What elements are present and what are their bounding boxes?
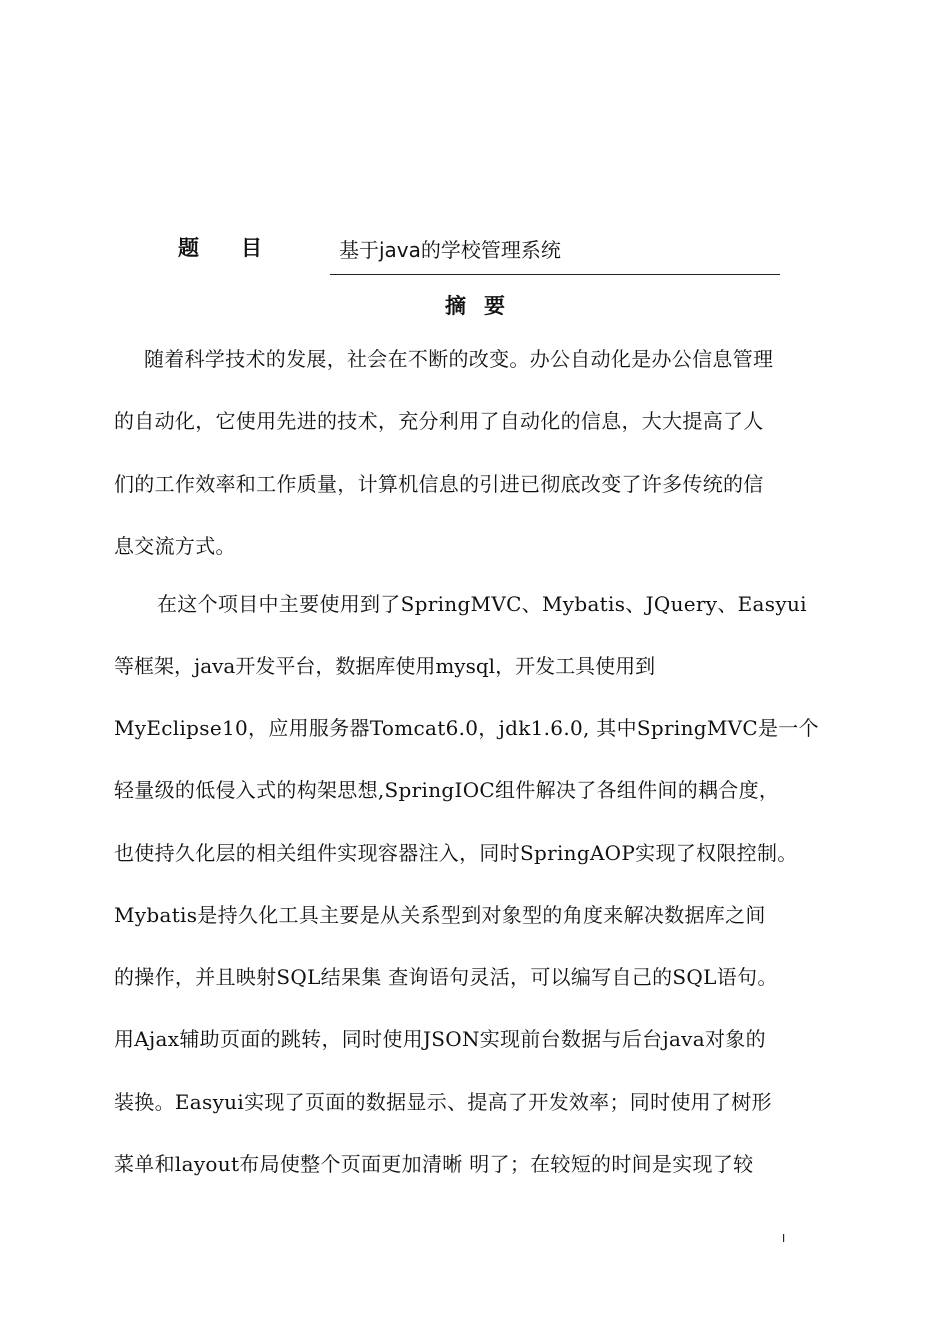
abstract-line: 们的工作效率和工作质量，计算机信息的引进已彻底改变了许多传统的信	[114, 472, 764, 496]
abstract-line: MyEclipse10，应用服务器Tomcat6.0，jdk1.6.0, 其中SpringMVC是一个	[114, 716, 819, 740]
abstract-line: Mybatis是持久化工具主要是从关系型到对象型的角度来解决数据库之间	[114, 903, 766, 927]
abstract-line: 随着科学技术的发展，社会在不断的改变。办公自动化是办公信息管理	[144, 347, 774, 371]
abstract-line: 装换。Easyui实现了页面的数据显示、提高了开发效率；同时使用了树形	[114, 1090, 772, 1114]
abstract-line: 轻量级的低侵入式的构架思想,SpringIOC组件解决了各组件间的耦合度，	[114, 778, 780, 802]
abstract-line: 菜单和layout布局使整个页面更加清晰 明了；在较短的时间是实现了较	[114, 1152, 754, 1176]
title-row	[0, 232, 950, 266]
abstract-line: 的操作，并且映射SQL结果集 查询语句灵活，可以编写自己的SQL语句。	[114, 965, 778, 989]
abstract-line: 用Ajax辅助页面的跳转，同时使用JSON实现前台数据与后台java对象的	[114, 1027, 766, 1051]
abstract-heading: 摘要	[445, 294, 523, 318]
abstract-line: 息交流方式。	[114, 534, 236, 558]
abstract-line: 在这个项目中主要使用到了SpringMVC、Mybatis、JQuery、Easyui	[157, 592, 807, 616]
thesis-title: 基于java的学校管理系统	[339, 238, 561, 262]
abstract-line: 等框架，java开发平台，数据库使用mysql，开发工具使用到	[114, 654, 656, 678]
abstract-line: 的自动化，它使用先进的技术，充分利用了自动化的信息，大大提高了人	[114, 409, 764, 433]
page-number: I	[782, 1232, 786, 1245]
title-label: 题目	[178, 236, 304, 260]
abstract-line: 也使持久化层的相关组件实现容器注入，同时SpringAOP实现了权限控制。	[114, 841, 798, 865]
title-underline	[330, 274, 780, 275]
